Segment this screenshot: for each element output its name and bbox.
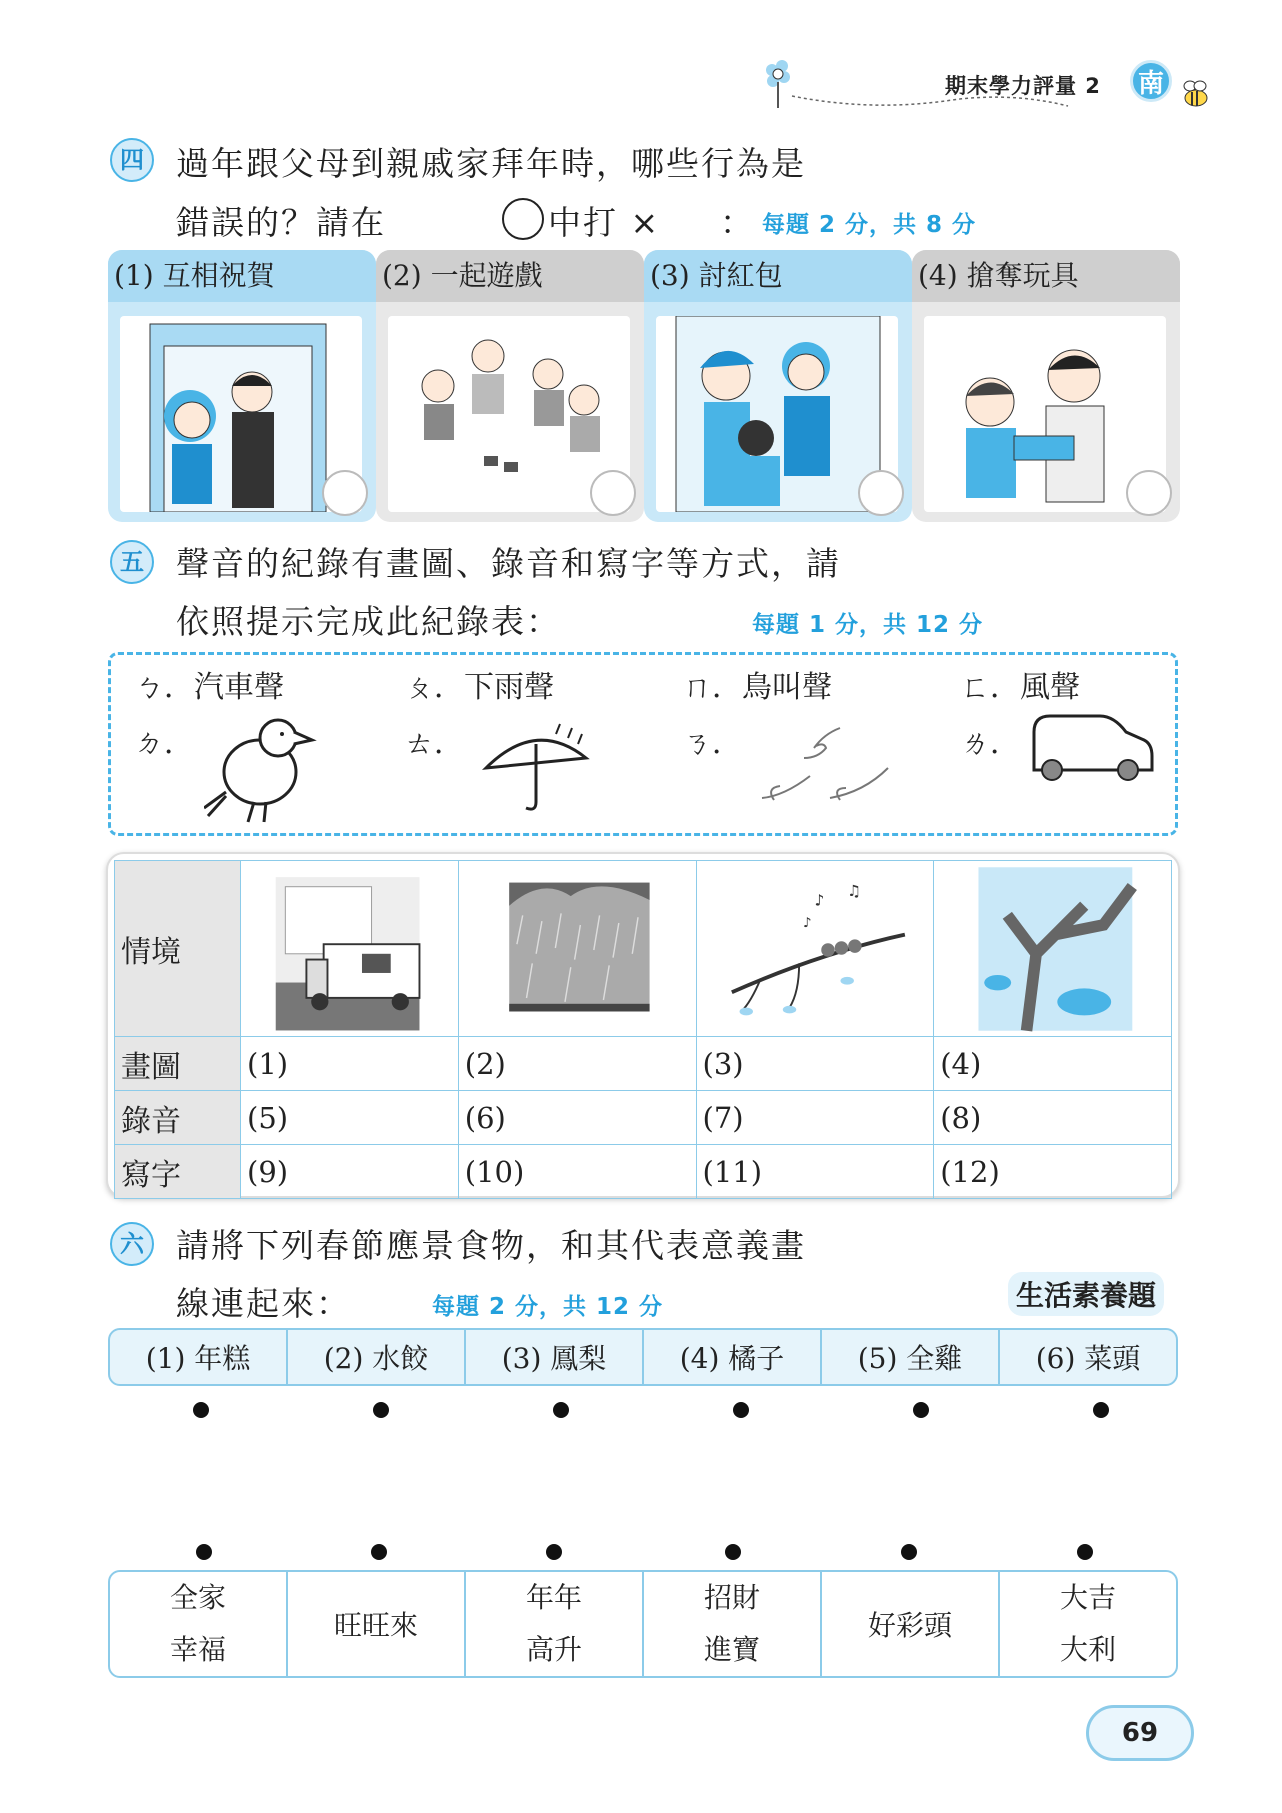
answer-circle-example (502, 198, 544, 240)
answer-cell[interactable]: (12) (934, 1145, 1172, 1199)
food-item: (1) 年糕 (110, 1330, 288, 1384)
hint-h-mark: ㄌ． (960, 726, 1020, 761)
q4-card-2 (376, 250, 644, 522)
answer-circle-3[interactable] (858, 470, 904, 516)
answer-circle-4[interactable] (1126, 470, 1172, 516)
food-item: (4) 橘子 (644, 1330, 822, 1384)
meaning-item: 大吉 大利 (1059, 1581, 1116, 1666)
answer-cell[interactable]: (10) (458, 1145, 696, 1199)
q4-card-3 (644, 250, 912, 522)
meaning-row (108, 1570, 1178, 1678)
food-item: (2) 水餃 (288, 1330, 466, 1384)
svg-text:♪: ♪ (802, 915, 812, 931)
q4-card-4 (912, 250, 1180, 522)
answer-circle-1[interactable] (322, 470, 368, 516)
bird-icon (204, 712, 324, 828)
meaning-dot-1[interactable] (196, 1544, 212, 1560)
answer-cell[interactable]: (8) (934, 1091, 1172, 1145)
food-item: (5) 全雞 (822, 1330, 1000, 1384)
hint-e-mark: ㄉ． (134, 726, 194, 761)
row-header-draw: 畫圖 (115, 1037, 241, 1091)
answer-cell[interactable]: (9) (241, 1145, 459, 1199)
bee-icon (1178, 78, 1214, 112)
food-dot-3[interactable] (553, 1402, 569, 1418)
answer-cell[interactable]: (7) (696, 1091, 934, 1145)
food-row (108, 1328, 1178, 1386)
header-badge: 南 (1130, 60, 1172, 102)
meaning-dot-4[interactable] (725, 1544, 741, 1560)
hint-g-mark: ㄋ． (682, 726, 742, 761)
svg-text:♫: ♫ (846, 881, 861, 900)
umbrella-rain-icon (476, 718, 596, 818)
meaning-item: 招財 進寶 (644, 1572, 822, 1676)
meaning-dot-3[interactable] (546, 1544, 562, 1560)
answer-cell[interactable]: (6) (458, 1091, 696, 1145)
food-dot-2[interactable] (373, 1402, 389, 1418)
answer-cell[interactable]: (3) (696, 1037, 934, 1091)
header-title: 期末學力評量 2 (945, 74, 1101, 98)
meaning-dot-2[interactable] (371, 1544, 387, 1560)
q4-question-line2: 錯誤的？請在 (176, 203, 386, 242)
row-header-record: 錄音 (115, 1091, 241, 1145)
q4-card-label: (4) 搶奪玩具 (912, 250, 1180, 302)
answer-cell[interactable]: (2) (458, 1037, 696, 1091)
scene-truck (241, 861, 459, 1037)
answer-circle-2[interactable] (590, 470, 636, 516)
record-table (114, 860, 1172, 1199)
row-header-write: 寫字 (115, 1145, 241, 1199)
hint-d: ㄈ．風聲 (960, 670, 1080, 705)
food-dot-4[interactable] (733, 1402, 749, 1418)
page-number: 69 (1086, 1705, 1194, 1761)
svg-text:♪: ♪ (814, 891, 824, 910)
scene-wind-tree (934, 861, 1172, 1037)
food-dot-5[interactable] (913, 1402, 929, 1418)
q6-score: 每題 2 分，共 12 分 (432, 1294, 664, 1320)
q4-number: 四 (110, 138, 154, 182)
answer-cell[interactable]: (11) (696, 1145, 934, 1199)
answer-cell[interactable]: (4) (934, 1037, 1172, 1091)
food-dot-1[interactable] (193, 1402, 209, 1418)
meaning-item: 旺旺來 (288, 1572, 466, 1676)
scene-rain (458, 861, 696, 1037)
food-dot-6[interactable] (1093, 1402, 1109, 1418)
literacy-tag: 生活素養題 (1008, 1272, 1164, 1316)
q4-question-line2b: 中打 × (548, 203, 661, 242)
q6-question-line1: 請將下列春節應景食物，和其代表意義畫 (176, 1226, 806, 1265)
meaning-dot-6[interactable] (1077, 1544, 1093, 1560)
q4-colon: ： (720, 203, 755, 242)
scene-birds (696, 861, 934, 1037)
record-table-panel (106, 852, 1180, 1198)
q5-score: 每題 1 分，共 12 分 (752, 612, 984, 638)
meaning-item: 年年 高升 (466, 1572, 644, 1676)
meaning-item: 好彩頭 (822, 1572, 1000, 1676)
row-header-scene: 情境 (115, 861, 241, 1037)
q4-card-label: (1) 互相祝賀 (108, 250, 376, 302)
wind-icon (754, 718, 894, 808)
q5-number: 五 (110, 540, 154, 584)
q5-question-line2: 依照提示完成此紀錄表： (176, 602, 561, 641)
answer-cell[interactable]: (1) (241, 1037, 459, 1091)
meaning-dot-5[interactable] (901, 1544, 917, 1560)
q5-question-line1: 聲音的紀錄有畫圖、錄音和寫字等方式，請 (176, 544, 841, 583)
hint-b: ㄆ．下雨聲 (404, 670, 554, 705)
q6-question-line2: 線連起來： (176, 1284, 351, 1323)
q4-card-label: (3) 討紅包 (644, 250, 912, 302)
hint-f-mark: ㄊ． (404, 726, 464, 761)
q4-question-line1: 過年跟父母到親戚家拜年時，哪些行為是 (176, 144, 806, 183)
hint-a: ㄅ．汽車聲 (134, 670, 284, 705)
q4-score: 每題 2 分，共 8 分 (762, 212, 977, 238)
q6-number: 六 (110, 1222, 154, 1266)
hint-c: ㄇ．鳥叫聲 (682, 670, 832, 705)
q4-card-1 (108, 250, 376, 522)
food-item: (3) 鳳梨 (466, 1330, 644, 1384)
answer-cell[interactable]: (5) (241, 1091, 459, 1145)
q4-card-label: (2) 一起遊戲 (376, 250, 644, 302)
meaning-item: 全家 幸福 (110, 1572, 288, 1676)
car-icon (1030, 710, 1156, 782)
food-item: (6) 菜頭 (1035, 1342, 1141, 1375)
